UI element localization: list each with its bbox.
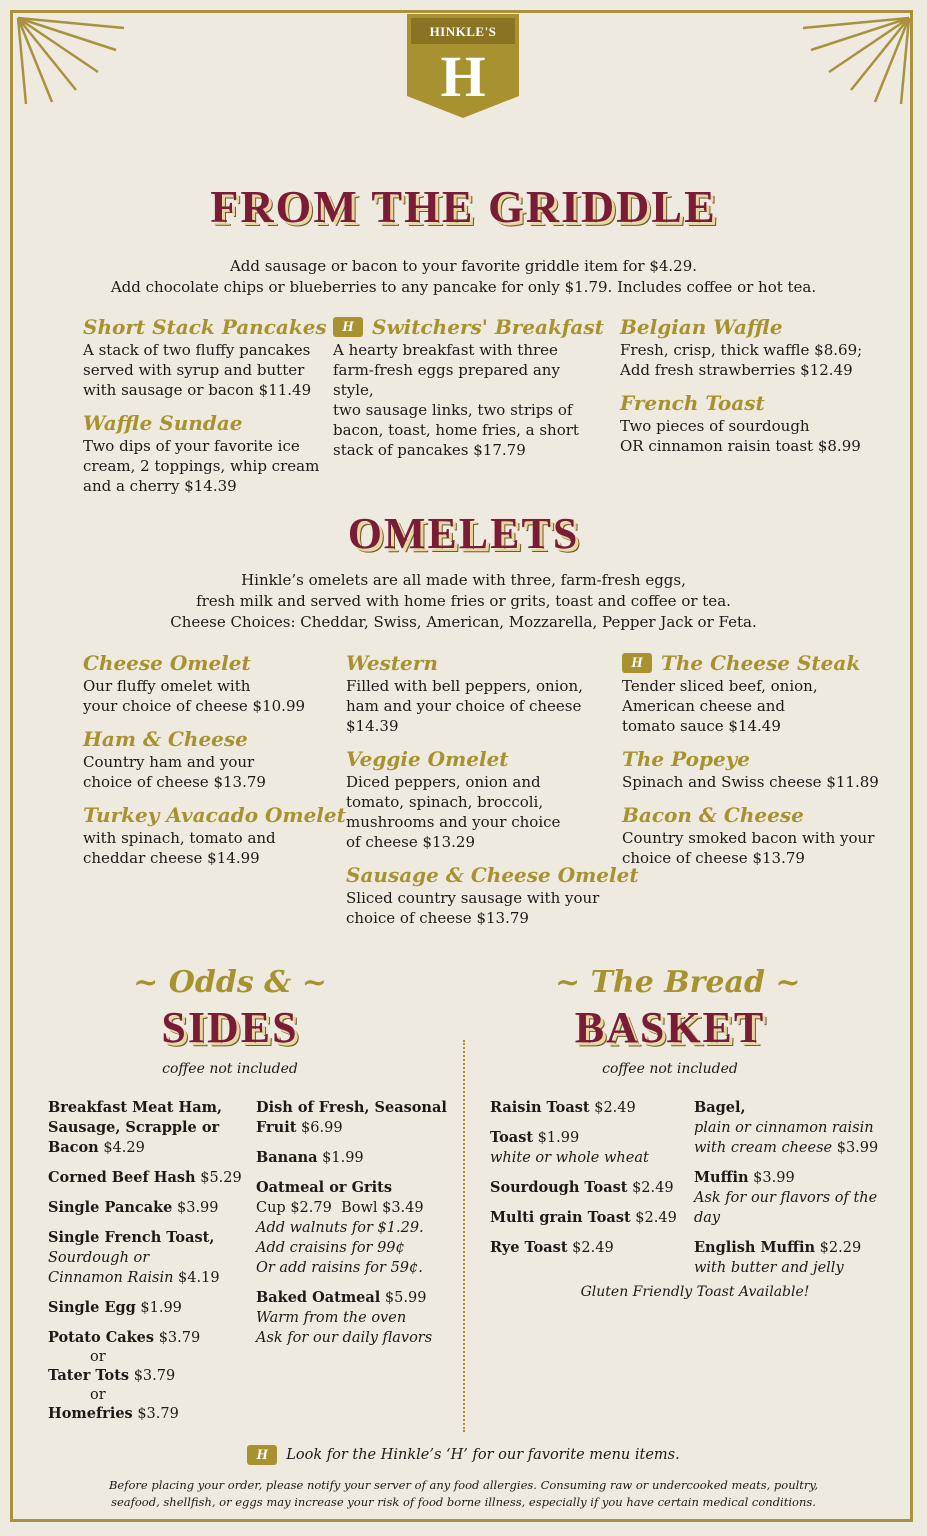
- item-name: Belgian Waffle: [620, 315, 783, 339]
- side-price: $1.99: [140, 1300, 182, 1316]
- sunburst-right-decoration: [801, 16, 911, 106]
- side-item: [48, 1198, 248, 1218]
- side-item: [48, 1404, 248, 1424]
- side-name: Single Pancake: [48, 1199, 173, 1216]
- bread-item: [694, 1168, 904, 1228]
- side-sub: Or add raisins for 59¢.: [256, 1260, 423, 1276]
- menu-item: [83, 650, 333, 716]
- potato-group: [48, 1328, 248, 1424]
- item-name: Turkey Avacado Omelet: [83, 803, 346, 827]
- side-name: Dish of Fresh, Seasonal Fruit: [256, 1099, 447, 1136]
- side-item: [48, 1168, 248, 1188]
- griddle-col-2: [333, 314, 603, 470]
- item-desc: Spinach and Swiss cheese $11.89: [622, 773, 879, 791]
- menu-item: [622, 746, 892, 792]
- omelets-col-2: [346, 650, 639, 938]
- griddle-intro-line: Add sausage or bacon to your favorite griddle item for $4.29.: [229, 257, 698, 275]
- item-name-row: [622, 650, 892, 676]
- side-sub: Add walnuts for $1.29.: [256, 1220, 424, 1236]
- sides-coffee-note: coffee not included: [162, 1061, 298, 1077]
- hinkles-favorite-icon: [333, 317, 363, 337]
- bread-name: Bagel,: [694, 1099, 746, 1116]
- item-desc: Our fluffy omelet with your choice of cheese $10.99: [83, 677, 306, 715]
- or-label: or: [90, 1349, 106, 1365]
- item-desc: A stack of two fluffy pancakes served with syrup and butter with sausage or bacon $11.49: [83, 341, 312, 399]
- bread-title: BASKET: [574, 1003, 766, 1052]
- bread-item: [490, 1128, 690, 1168]
- menu-item: [346, 746, 606, 852]
- omelets-intro-line: fresh milk and served with home fries or grits, toast and coffee or tea.: [196, 592, 731, 610]
- menu-item: [83, 726, 333, 792]
- item-name: Sausage & Cheese Omelet: [346, 863, 639, 887]
- item-desc: Country smoked bacon with your choice of cheese $13.79: [622, 829, 875, 867]
- side-item: [256, 1178, 456, 1278]
- griddle-col-1: [83, 314, 327, 506]
- bread-item: [490, 1098, 690, 1118]
- bread-price: $3.99: [836, 1140, 879, 1156]
- side-price: $1.99: [322, 1150, 364, 1166]
- menu-item: [622, 650, 892, 736]
- menu-item: [346, 650, 606, 736]
- side-sub: Ask for our daily flavors: [256, 1330, 433, 1346]
- side-price: $3.99: [177, 1200, 219, 1216]
- side-item: [48, 1228, 248, 1288]
- omelets-intro: [0, 570, 927, 633]
- side-price: $3.79: [133, 1368, 176, 1384]
- sides-col-2: [256, 1098, 456, 1358]
- side-item: [48, 1098, 248, 1158]
- logo-name: HINKLE'S: [429, 24, 497, 39]
- menu-item: [83, 802, 346, 868]
- bread-sub: plain or cinnamon raisin: [694, 1120, 874, 1136]
- menu-item: [83, 314, 327, 400]
- side-name: Single French Toast,: [48, 1229, 215, 1246]
- side-price: $3.79: [137, 1406, 179, 1422]
- menu-item: [622, 802, 892, 868]
- item-name: Cheese Omelet: [83, 651, 251, 675]
- sides-script-text: Odds &: [168, 965, 292, 1000]
- bread-script-title: [555, 965, 801, 1000]
- bread-name: Muffin: [694, 1169, 749, 1186]
- side-price: $4.29: [103, 1140, 145, 1156]
- item-desc: A hearty breakfast with three farm-fresh eggs prepared any style, two sausage links, two strips of bacon, toast, home fries, a short stack of pancakes $17.79: [333, 341, 579, 459]
- menu-item: [346, 862, 639, 928]
- swirl-icon: ~: [133, 965, 159, 1000]
- sunburst-left-decoration: [16, 16, 126, 106]
- bread-sub: white or whole wheat: [490, 1150, 649, 1166]
- side-sub: Add craisins for 99¢: [256, 1240, 405, 1256]
- bread-price: $2.49: [594, 1100, 636, 1116]
- side-item: [48, 1298, 248, 1318]
- menu-item: [333, 314, 603, 460]
- bread-item: [490, 1178, 690, 1198]
- item-desc: Diced peppers, onion and tomato, spinach, broccoli, mushrooms and your choice of cheese $13.29: [346, 773, 561, 851]
- sides-col-1: [48, 1098, 248, 1434]
- bread-name: Toast: [490, 1129, 534, 1146]
- omelets-intro-line: Hinkle’s omelets are all made with three, farm-fresh eggs,: [241, 571, 686, 589]
- bread-sub: Ask for our flavors of the day: [694, 1190, 878, 1226]
- item-name: The Popeye: [622, 747, 751, 771]
- omelets-intro-line: Cheese Choices: Cheddar, Swiss, American, Mozzarella, Pepper Jack or Feta.: [170, 613, 757, 631]
- item-name: Switchers' Breakfast: [372, 315, 604, 339]
- bread-sub: with cream cheese: [694, 1140, 833, 1156]
- side-item: [48, 1366, 248, 1386]
- side-item: [256, 1148, 456, 1168]
- or-label: or: [90, 1387, 106, 1403]
- side-price: $3.79: [158, 1330, 201, 1346]
- bread-name: Rye Toast: [490, 1239, 568, 1256]
- menu-item: [83, 410, 323, 496]
- side-name: Baked Oatmeal: [256, 1289, 381, 1306]
- side-name: Corned Beef Hash: [48, 1169, 196, 1186]
- allergy-disclaimer: Before placing your order, please notify your server of any food allergies. Consuming raw or undercooked meats, poultry, seafood, shellfish, or eggs may increase your risk of food borne illness, especially if you have certain medical conditions.: [108, 1478, 819, 1509]
- swirl-icon: ~: [775, 965, 801, 1000]
- bread-col-1: [490, 1098, 690, 1268]
- item-name: Western: [346, 651, 438, 675]
- item-name: Short Stack Pancakes: [83, 315, 327, 339]
- gluten-note: Gluten Friendly Toast Available!: [580, 1284, 810, 1300]
- bread-name: Multi grain Toast: [490, 1209, 631, 1226]
- omelets-col-3: [622, 650, 892, 878]
- bread-price: $2.49: [572, 1240, 614, 1256]
- omelets-col-1: [83, 650, 346, 878]
- bread-item: [694, 1098, 904, 1158]
- griddle-intro: [0, 256, 927, 298]
- item-name: Waffle Sundae: [83, 411, 243, 435]
- hinkles-favorite-icon: [622, 653, 652, 673]
- side-item: [256, 1288, 456, 1348]
- bread-col-2: [694, 1098, 904, 1288]
- side-price: $6.99: [301, 1120, 343, 1136]
- bread-name: English Muffin: [694, 1239, 816, 1256]
- side-price: Bowl $3.49: [341, 1200, 424, 1216]
- item-desc: Country ham and your choice of cheese $13.79: [83, 753, 266, 791]
- item-desc: with spinach, tomato and cheddar cheese $14.99: [83, 829, 276, 867]
- item-name: Ham & Cheese: [83, 727, 248, 751]
- side-sub: Sourdough or: [48, 1250, 150, 1266]
- side-name: Potato Cakes: [48, 1329, 155, 1346]
- side-name: Single Egg: [48, 1299, 136, 1316]
- column-divider: [463, 1040, 465, 1432]
- side-name: Banana: [256, 1149, 318, 1166]
- item-desc: Sliced country sausage with your choice of cheese $13.79: [346, 889, 600, 927]
- bread-price: $3.99: [753, 1170, 795, 1186]
- swirl-icon: ~: [555, 965, 581, 1000]
- side-name: Tater Tots: [48, 1367, 130, 1384]
- item-name: Veggie Omelet: [346, 747, 509, 771]
- bread-item: [490, 1208, 690, 1228]
- hinkles-logo: [407, 14, 519, 118]
- item-desc: Tender sliced beef, onion, American cheese and tomato sauce $14.49: [622, 677, 818, 735]
- side-price: Cup $2.79: [256, 1200, 332, 1216]
- item-name: French Toast: [620, 391, 765, 415]
- omelets-title: OMELETS: [347, 509, 580, 558]
- menu-item: [620, 314, 880, 380]
- bread-sub: with butter and jelly: [694, 1260, 844, 1276]
- griddle-title: FROM THE GRIDDLE: [210, 181, 717, 232]
- side-price: $4.19: [178, 1270, 220, 1286]
- side-sub: Warm from the oven: [256, 1310, 407, 1326]
- side-item: [48, 1328, 248, 1348]
- side-name: Breakfast Meat Ham, Sausage, Scrapple or Bacon: [48, 1099, 223, 1156]
- bread-name: Raisin Toast: [490, 1099, 590, 1116]
- item-desc: Two dips of your favorite ice cream, 2 toppings, whip cream and a cherry $14.39: [83, 437, 320, 495]
- bread-script-text: The Bread: [590, 965, 765, 1000]
- item-desc: Fresh, crisp, thick waffle $8.69; Add fresh strawberries $12.49: [620, 341, 863, 379]
- bread-item: [490, 1238, 690, 1258]
- bread-price: $2.49: [635, 1210, 677, 1226]
- sides-title: SIDES: [161, 1003, 299, 1052]
- favorite-legend-text: Look for the Hinkle’s ‘H’ for our favorite menu items.: [286, 1447, 680, 1463]
- sides-script-title: [130, 965, 330, 1000]
- side-price: $5.99: [384, 1290, 427, 1306]
- item-desc: Filled with bell peppers, onion, ham and your choice of cheese $14.39: [346, 677, 583, 735]
- svg-text:H: H: [440, 44, 486, 109]
- menu-item: [620, 390, 880, 456]
- side-item: [256, 1098, 456, 1138]
- item-desc: Two pieces of sourdough OR cinnamon raisin toast $8.99: [620, 417, 861, 455]
- bread-price: $1.99: [537, 1130, 580, 1146]
- bread-price: $2.29: [819, 1240, 862, 1256]
- side-sub: Cinnamon Raisin: [48, 1270, 174, 1286]
- side-name: Oatmeal or Grits: [256, 1179, 392, 1196]
- bread-price: $2.49: [632, 1180, 674, 1196]
- item-name: Bacon & Cheese: [622, 803, 804, 827]
- item-name: The Cheese Steak: [661, 651, 861, 675]
- item-name-row: [333, 314, 603, 340]
- bread-coffee-note: coffee not included: [602, 1061, 738, 1077]
- bread-item: [694, 1238, 904, 1278]
- side-price: $5.29: [200, 1170, 242, 1186]
- bread-name: Sourdough Toast: [490, 1179, 628, 1196]
- side-name: Homefries: [48, 1405, 133, 1422]
- swirl-icon: ~: [301, 965, 327, 1000]
- griddle-intro-line: Add chocolate chips or blueberries to any pancake for only $1.79. Includes coffee or hot tea.: [110, 278, 817, 296]
- hinkles-favorite-icon: [247, 1445, 277, 1465]
- griddle-col-3: [620, 314, 880, 466]
- favorite-legend: [0, 1445, 927, 1465]
